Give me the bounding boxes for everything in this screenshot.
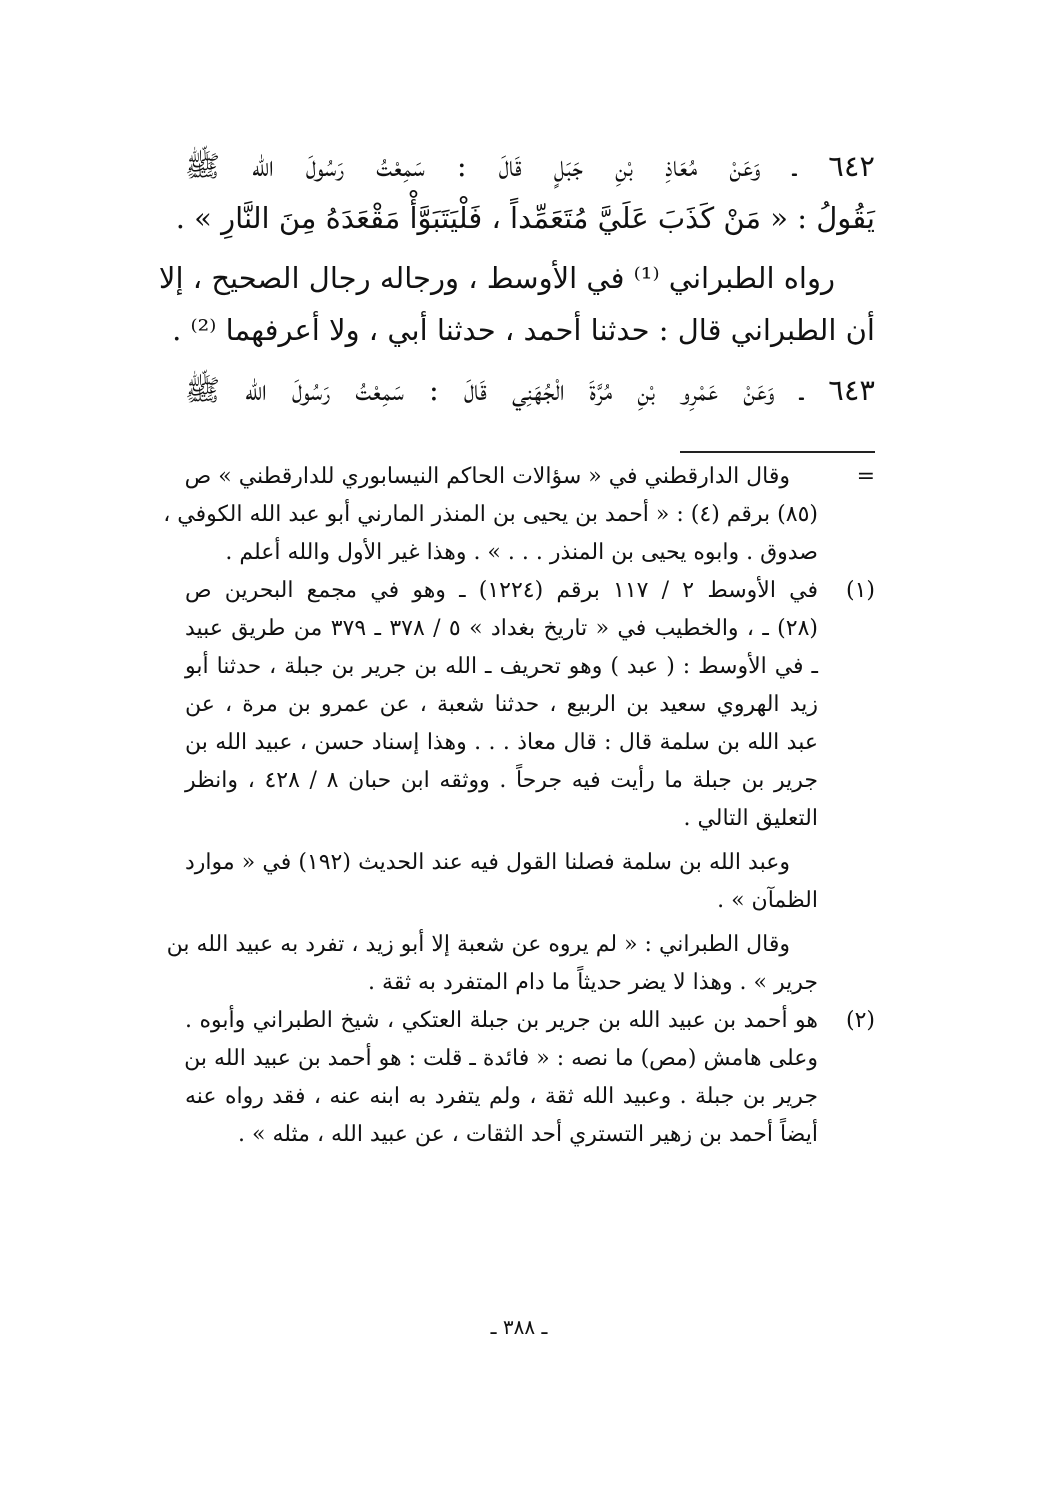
footnote-line: جرير بن جبلة . وعبيد الله ثقة ، ولم يتفرد به ابنه عنه ، فقد رواه عنه: [185, 1084, 818, 1109]
footnote-1-paragraph: [166, 926, 875, 1002]
footnote-line: وعلى هامش (مص) ما نصه : « فائدة ـ قلت : هو أحمد بن عبيد الله بن: [184, 1046, 818, 1071]
footnote-line: صدوق . وابوه يحيى بن المنذر . . . » . وهذا غير الأول والله أعلم .: [225, 540, 818, 565]
footnote-marker: (١): [845, 578, 875, 603]
footnote-line: ـ في الأوسط : ( عبد ) وهو تحريف ـ الله بن جرير بن جبلة ، حدثنا أبو: [185, 654, 818, 679]
commentary-line: أن الطبراني قال : حدثنا أحمد ، حدثنا أبي ، ولا أعرفهما ⁽²⁾ .: [172, 313, 875, 347]
footnote-line: وعبد الله بن سلمة فصلنا القول فيه عند الحديث (١٩٢) في « موارد: [185, 850, 790, 875]
hadith-642: [175, 140, 875, 244]
footnote-marker: =: [856, 464, 875, 489]
footnote-line: وقال الطبراني : « لم يروه عن شعبة إلا أبو زيد ، تفرد به عبيد الله بن: [166, 932, 790, 957]
footnote-line: (٢٨) ـ ، والخطيب في « تاريخ بغداد » ٥ / ٣٧٨ ـ ٣٧٩ من طريق عبيد: [185, 616, 818, 641]
footnote-line: الظمآن » .: [717, 888, 818, 913]
footnote-line: جرير » . وهذا لا يضر حديثاً ما دام المتفرد به ثقة .: [368, 970, 818, 995]
footnotes: [163, 458, 875, 1154]
footnote-1-paragraph: [185, 844, 875, 920]
footnote-1: [166, 572, 875, 1002]
footnote-line: هو أحمد بن عبيد الله بن جرير بن جبلة العتكي ، شيخ الطبراني وأبوه .: [185, 1008, 818, 1033]
footnote-line: وقال الدارقطني في « سؤالات الحاكم النيسابوري للدارقطني » ص: [184, 464, 790, 489]
footnote-line: زيد الهروي سعيد بن الربيع ، حدثنا شعبة ، عن عمرو بن مرة ، عن: [185, 692, 818, 717]
footnote-line: جرير بن جبلة ما رأيت فيه جرحاً . ووثقه ابن حبان ٨ / ٤٢٨ ، وانظر: [185, 768, 818, 793]
main-text: [158, 140, 875, 416]
footnote-2: [185, 1002, 875, 1154]
footnote-line: التعليق التالي .: [683, 806, 818, 831]
footnote-line: أيضاً أحمد بن زهير التستري أحد الثقات ، عن عبيد الله ، مثله » .: [238, 1122, 818, 1147]
hadith-line: ٦٤٢ ـ وَعَنْ مُعَاذِ بْنِ جَبَلٍ قَالَ : سَمِعْتُ رَسُولَ الله ﷺ: [185, 149, 875, 183]
footnote-line: (٨٥) برقم (٤) : « أحمد بن يحيى بن المنذر المارني أبو عبد الله الكوفي ،: [163, 502, 818, 527]
footnote-continued: [163, 458, 875, 572]
hadith-line: يَقُولُ : « مَنْ كَذَبَ عَلَيَّ مُتَعَمِّداً ، فَلْيَتَبَوَّأْ مَقْعَدَهُ مِنَ النَّارِ » .: [175, 201, 875, 235]
hadith-line: ٦٤٣ ـ وَعَنْ عَمْرِو بْنِ مُرَّةَ الْجُهَنِي قَالَ : سَمِعْتُ رَسُولَ الله ﷺ: [185, 373, 875, 407]
footnote-line: في الأوسط ٢ / ١١٧ برقم (١٢٢٤) ـ وهو في مجمع البحرين ص: [185, 578, 818, 603]
footnote-line: عبد الله بن سلمة قال : قال معاذ . . . وهذا إسناد حسن ، عبيد الله بن: [185, 730, 818, 755]
commentary: [158, 252, 875, 356]
hadith-643: [185, 364, 875, 416]
commentary-line: رواه الطبراني ⁽¹⁾ في الأوسط ، ورجاله رجال الصحيح ، إلا: [158, 261, 835, 295]
footnote-separator: [680, 451, 875, 453]
footnote-marker: (٢): [845, 1008, 875, 1033]
page-number: ـ ٣٨٨ ـ: [490, 1315, 548, 1339]
